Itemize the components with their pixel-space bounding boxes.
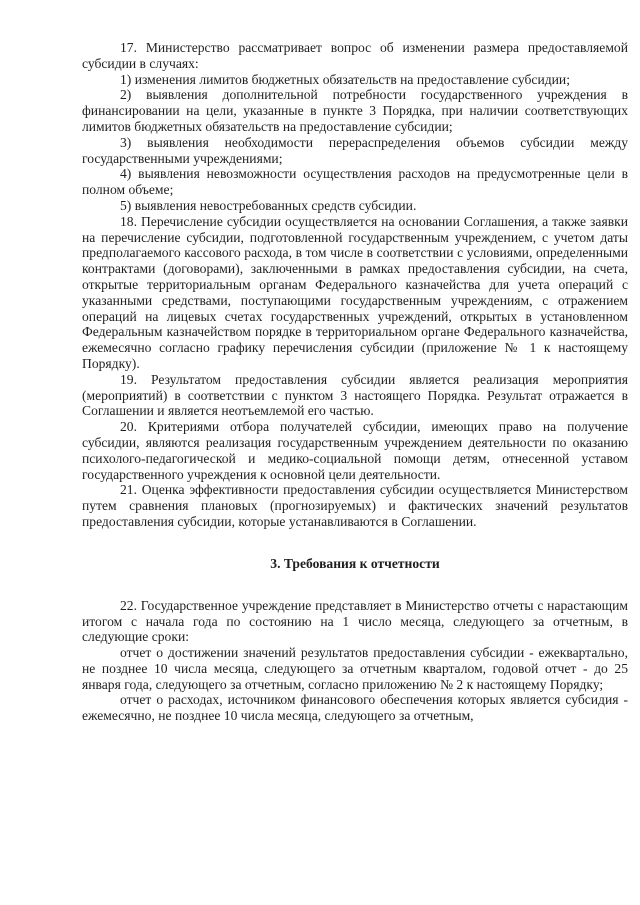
paragraph-17-item-2: 2) выявления дополнительной потребности государственного учреждения в финансировании на цели, указанные в пункте 3 Порядка, при наличии соответствующих лимитов бюджетных обязательств на предоставление субсидии;: [82, 87, 628, 134]
paragraph-17-item-3: 3) выявления необходимости перераспределения объемов субсидии между государственными учреждениями;: [82, 134, 628, 166]
paragraph-17-item-5: 5) выявления невостребованных средств субсидии.: [120, 197, 417, 213]
paragraph-22-report-results: отчет о достижении значений результатов предоставления субсидии - ежеквартально, не позднее 10 числа месяца, следующего за отчетным кварталом, годовой отчет - до 25 января года, следующего за отчетным, согласно приложению № 2 к настоящему Порядку;: [82, 645, 628, 692]
paragraph-17: 17. Министерство рассматривает вопрос об изменении размера предоставляемой субсидии в случаях:: [82, 40, 628, 71]
paragraph-22-report-expenses: отчет о расходах, источником финансового обеспечения которых является субсидия - ежемесячно, не позднее 10 числа месяца, следующего за отчетным,: [82, 692, 628, 724]
paragraph-18: 18. Перечисление субсидии осуществляется на основании Соглашения, а также заявки на перечисление субсидии, подготовленной государственным учреждением, с учетом даты предполагаемого кассового расхода, в том числе в соответствии с условиями, определенными контрактами (договорами), заключенными в рамках предоставления субсидии, на счета, открытые территориальным органам Федерального казначейства для учета операций с указанными средствами, поступающими государственным учреждениям, с отражением операций на лицевых счетах государственных учреждений, открытых в установленном Федеральным казначейством порядке в территориальном органе Федерального казначейства, ежемесячно согласно графику перечисления субсидии (приложение № 1 к настоящему Порядку).: [82, 213, 628, 371]
section-title: 3. Требования к отчетности: [270, 555, 440, 571]
paragraph-19: 19. Результатом предоставления субсидии является реализация мероприятия (мероприятий) в соответствии с пунктом 3 настоящего Порядка. Результат отражается в Соглашении и является неотъемлемой его частью.: [82, 371, 628, 419]
paragraph-17-item-1: 1) изменения лимитов бюджетных обязательств на предоставление субсидии;: [120, 71, 570, 87]
paragraph-22: 22. Государственное учреждение представляет в Министерство отчеты с нарастающим итогом с начала года по состоянию на 1 число месяца, следующего за отчетным, в следующие сроки:: [82, 597, 628, 645]
paragraph-20: 20. Критериями отбора получателей субсидии, имеющих право на получение субсидии, являются реализация государственным учреждением деятельности по оказанию психолого-педагогической и медико-социальной помощи детям, отнесенной уставом государственного учреждения к основной цели деятельности.: [82, 419, 628, 482]
paragraph-17-item-4: 4) выявления невозможности осуществления расходов на предусмотренные цели в полном объеме;: [82, 166, 628, 198]
paragraph-21: 21. Оценка эффективности предоставления субсидии осуществляется Министерством путем сравнения плановых (прогнозируемых) и фактических значений результатов предоставления субсидии, которые устанавливаются в Соглашении.: [82, 482, 628, 529]
